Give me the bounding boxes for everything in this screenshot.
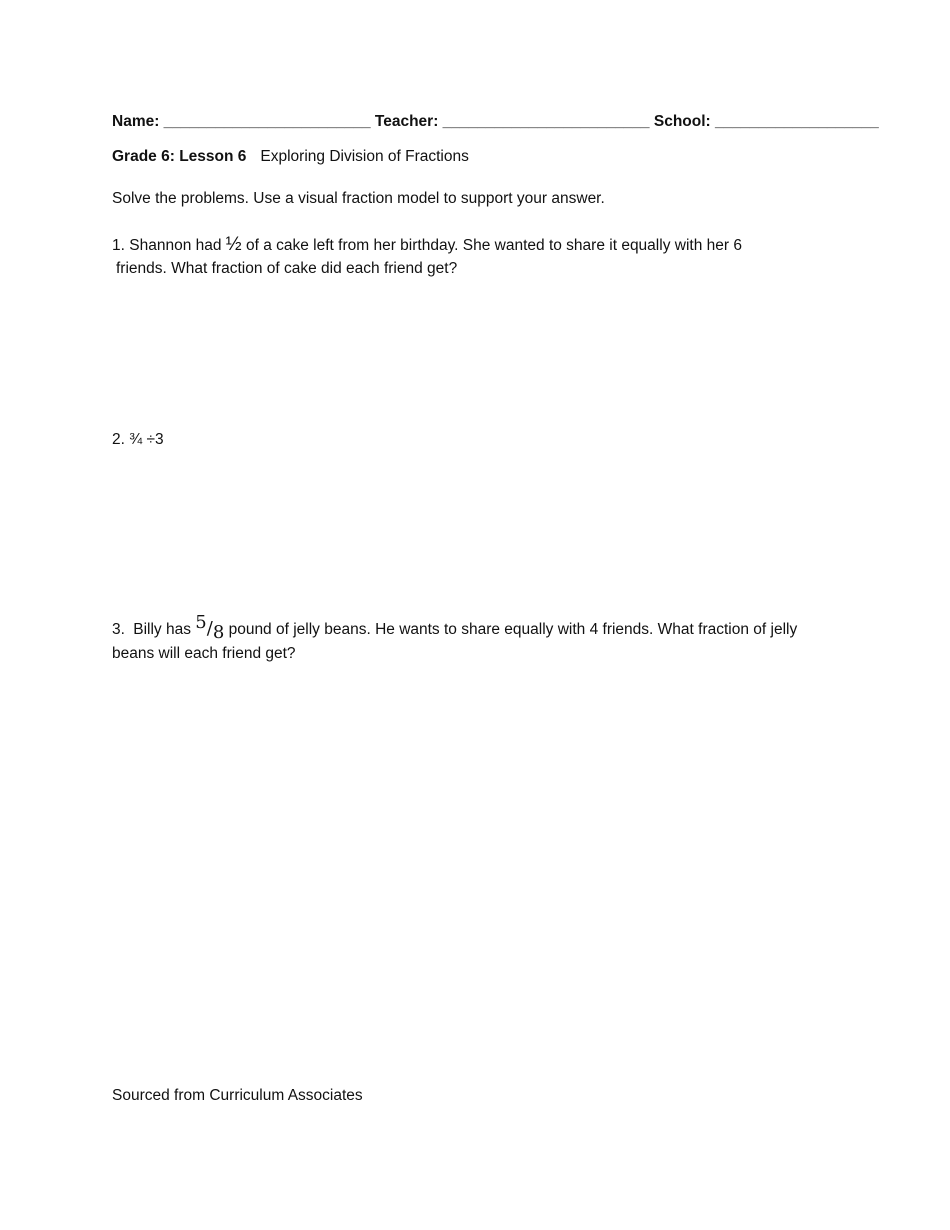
source-footer: Sourced from Curriculum Associates xyxy=(112,1087,363,1104)
fraction-numerator: 5 xyxy=(195,612,207,633)
instructions: Solve the problems. Use a visual fraction model to support your answer. xyxy=(112,190,605,207)
header-fields xyxy=(112,113,879,131)
problem-number: 1. xyxy=(112,237,125,254)
teacher-field: Teacher: ________________________ xyxy=(374,113,650,130)
fraction xyxy=(195,612,224,643)
problem-number: 3. xyxy=(112,621,125,638)
problem-3 xyxy=(112,612,832,666)
problem-number: 2. xyxy=(112,431,125,448)
problem-3-line-1 xyxy=(112,612,832,643)
problem-text: pound of jelly beans. He wants to share equally with 4 friends. What fraction of jelly xyxy=(228,621,798,638)
problem-1-line-2: friends. What fraction of cake did each friend get? xyxy=(116,260,458,277)
problem-expression: ¾ ÷3 xyxy=(129,431,164,448)
fraction: ½ xyxy=(225,234,242,255)
problem-1 xyxy=(112,233,832,280)
fraction-denominator: 8 xyxy=(212,622,225,643)
school-field: School: ___________________ xyxy=(653,113,879,130)
problem-3-line-2: beans will each friend get? xyxy=(112,645,296,662)
problem-1-line-1 xyxy=(112,233,832,257)
problem-text: Billy has xyxy=(133,621,191,638)
fraction-slash: / xyxy=(206,618,213,639)
problem-text: of a cake left from her birthday. She wanted to share it equally with her 6 xyxy=(245,237,742,254)
problem-text: Shannon had xyxy=(129,237,222,254)
problem-2 xyxy=(112,428,832,451)
name-field: Name: ________________________ xyxy=(112,113,371,130)
lesson-heading xyxy=(112,148,469,166)
grade-lesson-label: Grade 6: Lesson 6 xyxy=(112,148,247,165)
lesson-title: Exploring Division of Fractions xyxy=(260,148,469,165)
